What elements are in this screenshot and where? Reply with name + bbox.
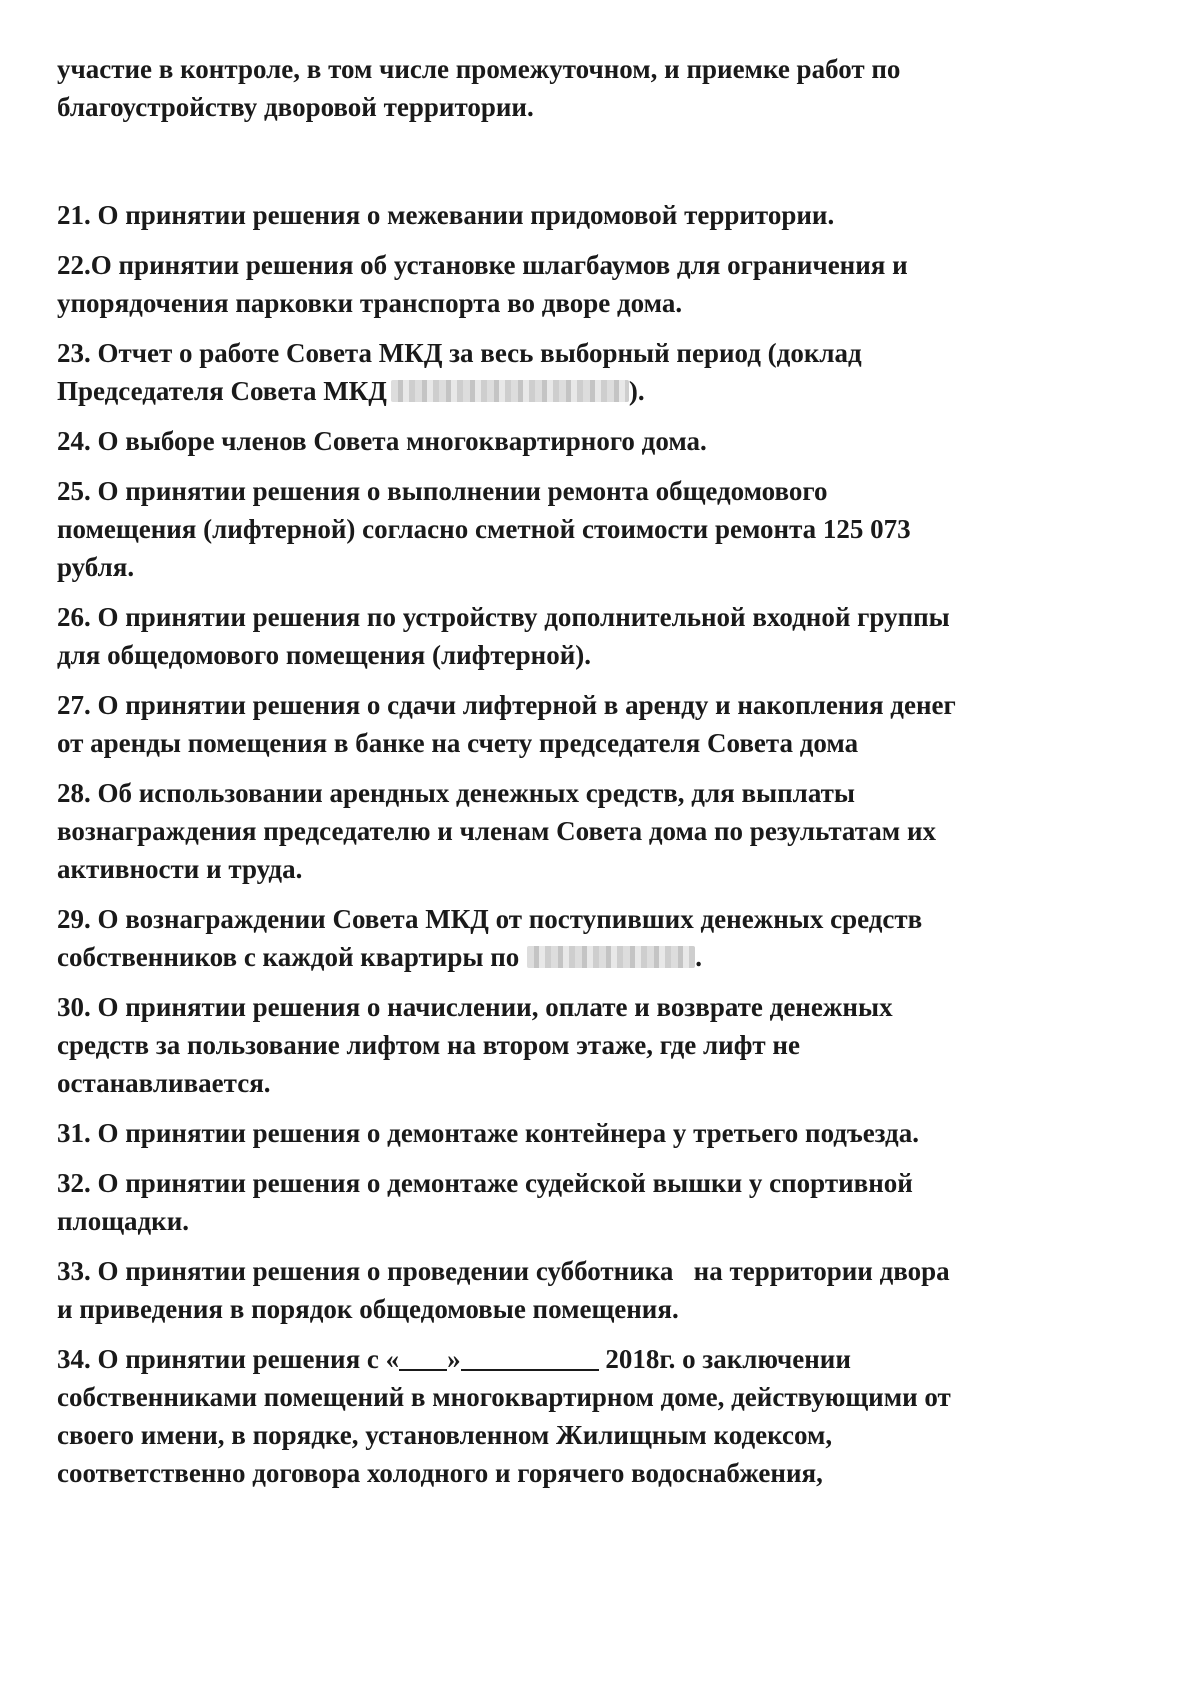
text-line: 31. О принятии решения о демонтаже контейнера у третьего подъезда. bbox=[57, 1118, 919, 1148]
text-line bbox=[57, 938, 1157, 976]
text-line: 24. О выборе членов Совета многоквартирного дома. bbox=[57, 426, 707, 456]
text-line: 21. О принятии решения о межевании придомовой территории. bbox=[57, 200, 835, 230]
text-line: площадки. bbox=[57, 1206, 190, 1236]
text-fragment: 34. О принятии решения с « bbox=[57, 1344, 400, 1374]
text-line: соответственно договора холодного и горячего водоснабжения, bbox=[57, 1458, 823, 1488]
date-day-blank bbox=[399, 1345, 447, 1371]
item-33 bbox=[57, 1252, 1157, 1328]
item-27 bbox=[57, 686, 1157, 762]
text-line: 26. О принятии решения по устройству дополнительной входной группы bbox=[57, 602, 950, 632]
item-28 bbox=[57, 774, 1157, 888]
text-fragment: Председателя Совета МКД bbox=[57, 376, 387, 406]
text-line: рубля. bbox=[57, 552, 135, 582]
item-32 bbox=[57, 1164, 1157, 1240]
item-26 bbox=[57, 598, 1157, 674]
item-21 bbox=[57, 196, 1157, 234]
text-fragment: собственников с каждой квартиры по bbox=[57, 942, 520, 972]
text-line: благоустройству дворовой территории. bbox=[57, 92, 534, 122]
item-24 bbox=[57, 422, 1157, 460]
item-25 bbox=[57, 472, 1157, 586]
text-line: помещения (лифтерной) согласно сметной стоимости ремонта 125 073 bbox=[57, 514, 911, 544]
text-line: 33. О принятии решения о проведении субботника на территории двора bbox=[57, 1256, 950, 1286]
spacer bbox=[57, 138, 1157, 196]
text-line: для общедомового помещения (лифтерной). bbox=[57, 640, 591, 670]
text-fragment: ). bbox=[628, 376, 645, 406]
text-line: 30. О принятии решения о начислении, оплате и возврате денежных bbox=[57, 992, 893, 1022]
text-line: 27. О принятии решения о сдачи лифтерной в аренду и накопления денег bbox=[57, 690, 956, 720]
item-23 bbox=[57, 334, 1157, 410]
item-22 bbox=[57, 246, 1157, 322]
redacted-name-block bbox=[391, 380, 629, 402]
text-line: своего имени, в порядке, установленном Жилищным кодексом, bbox=[57, 1420, 833, 1450]
item-34 bbox=[57, 1340, 1157, 1492]
text-line: от аренды помещения в банке на счету председателя Совета дома bbox=[57, 728, 859, 758]
item-30 bbox=[57, 988, 1157, 1102]
text-line: 32. О принятии решения о демонтаже судейской вышки у спортивной bbox=[57, 1168, 913, 1198]
text-line: упорядочения парковки транспорта во дворе дома. bbox=[57, 288, 683, 318]
text-line: останавливается. bbox=[57, 1068, 271, 1098]
text-fragment: 2018г. о заключении bbox=[598, 1344, 851, 1374]
text-line: 28. Об использовании арендных денежных средств, для выплаты bbox=[57, 778, 855, 808]
text-line: собственниками помещений в многоквартирном доме, действующими от bbox=[57, 1382, 951, 1412]
text-line: средств за пользование лифтом на втором этаже, где лифт не bbox=[57, 1030, 800, 1060]
text-line: 25. О принятии решения о выполнении ремонта общедомового bbox=[57, 476, 828, 506]
text-line: 22.О принятии решения об установке шлагбаумов для ограничения и bbox=[57, 250, 908, 280]
text-line: 29. О вознаграждении Совета МКД от поступивших денежных средств bbox=[57, 904, 923, 934]
intro-paragraph bbox=[57, 50, 1157, 126]
document-page bbox=[57, 50, 1157, 1504]
text-line: активности и труда. bbox=[57, 854, 303, 884]
item-29 bbox=[57, 900, 1157, 976]
redacted-amount-block bbox=[527, 946, 695, 968]
text-line: 23. Отчет о работе Совета МКД за весь выборный период (доклад bbox=[57, 338, 862, 368]
text-fragment: » bbox=[447, 1344, 461, 1374]
item-31 bbox=[57, 1114, 1157, 1152]
text-line: и приведения в порядок общедомовые помещения. bbox=[57, 1294, 679, 1324]
date-month-blank bbox=[461, 1345, 599, 1371]
text-line: вознаграждения председателю и членам Совета дома по результатам их bbox=[57, 816, 937, 846]
text-line bbox=[57, 372, 1157, 410]
text-line bbox=[57, 1340, 1157, 1378]
text-fragment: . bbox=[695, 942, 703, 972]
text-line: участие в контроле, в том числе промежуточном, и приемке работ по bbox=[57, 54, 901, 84]
